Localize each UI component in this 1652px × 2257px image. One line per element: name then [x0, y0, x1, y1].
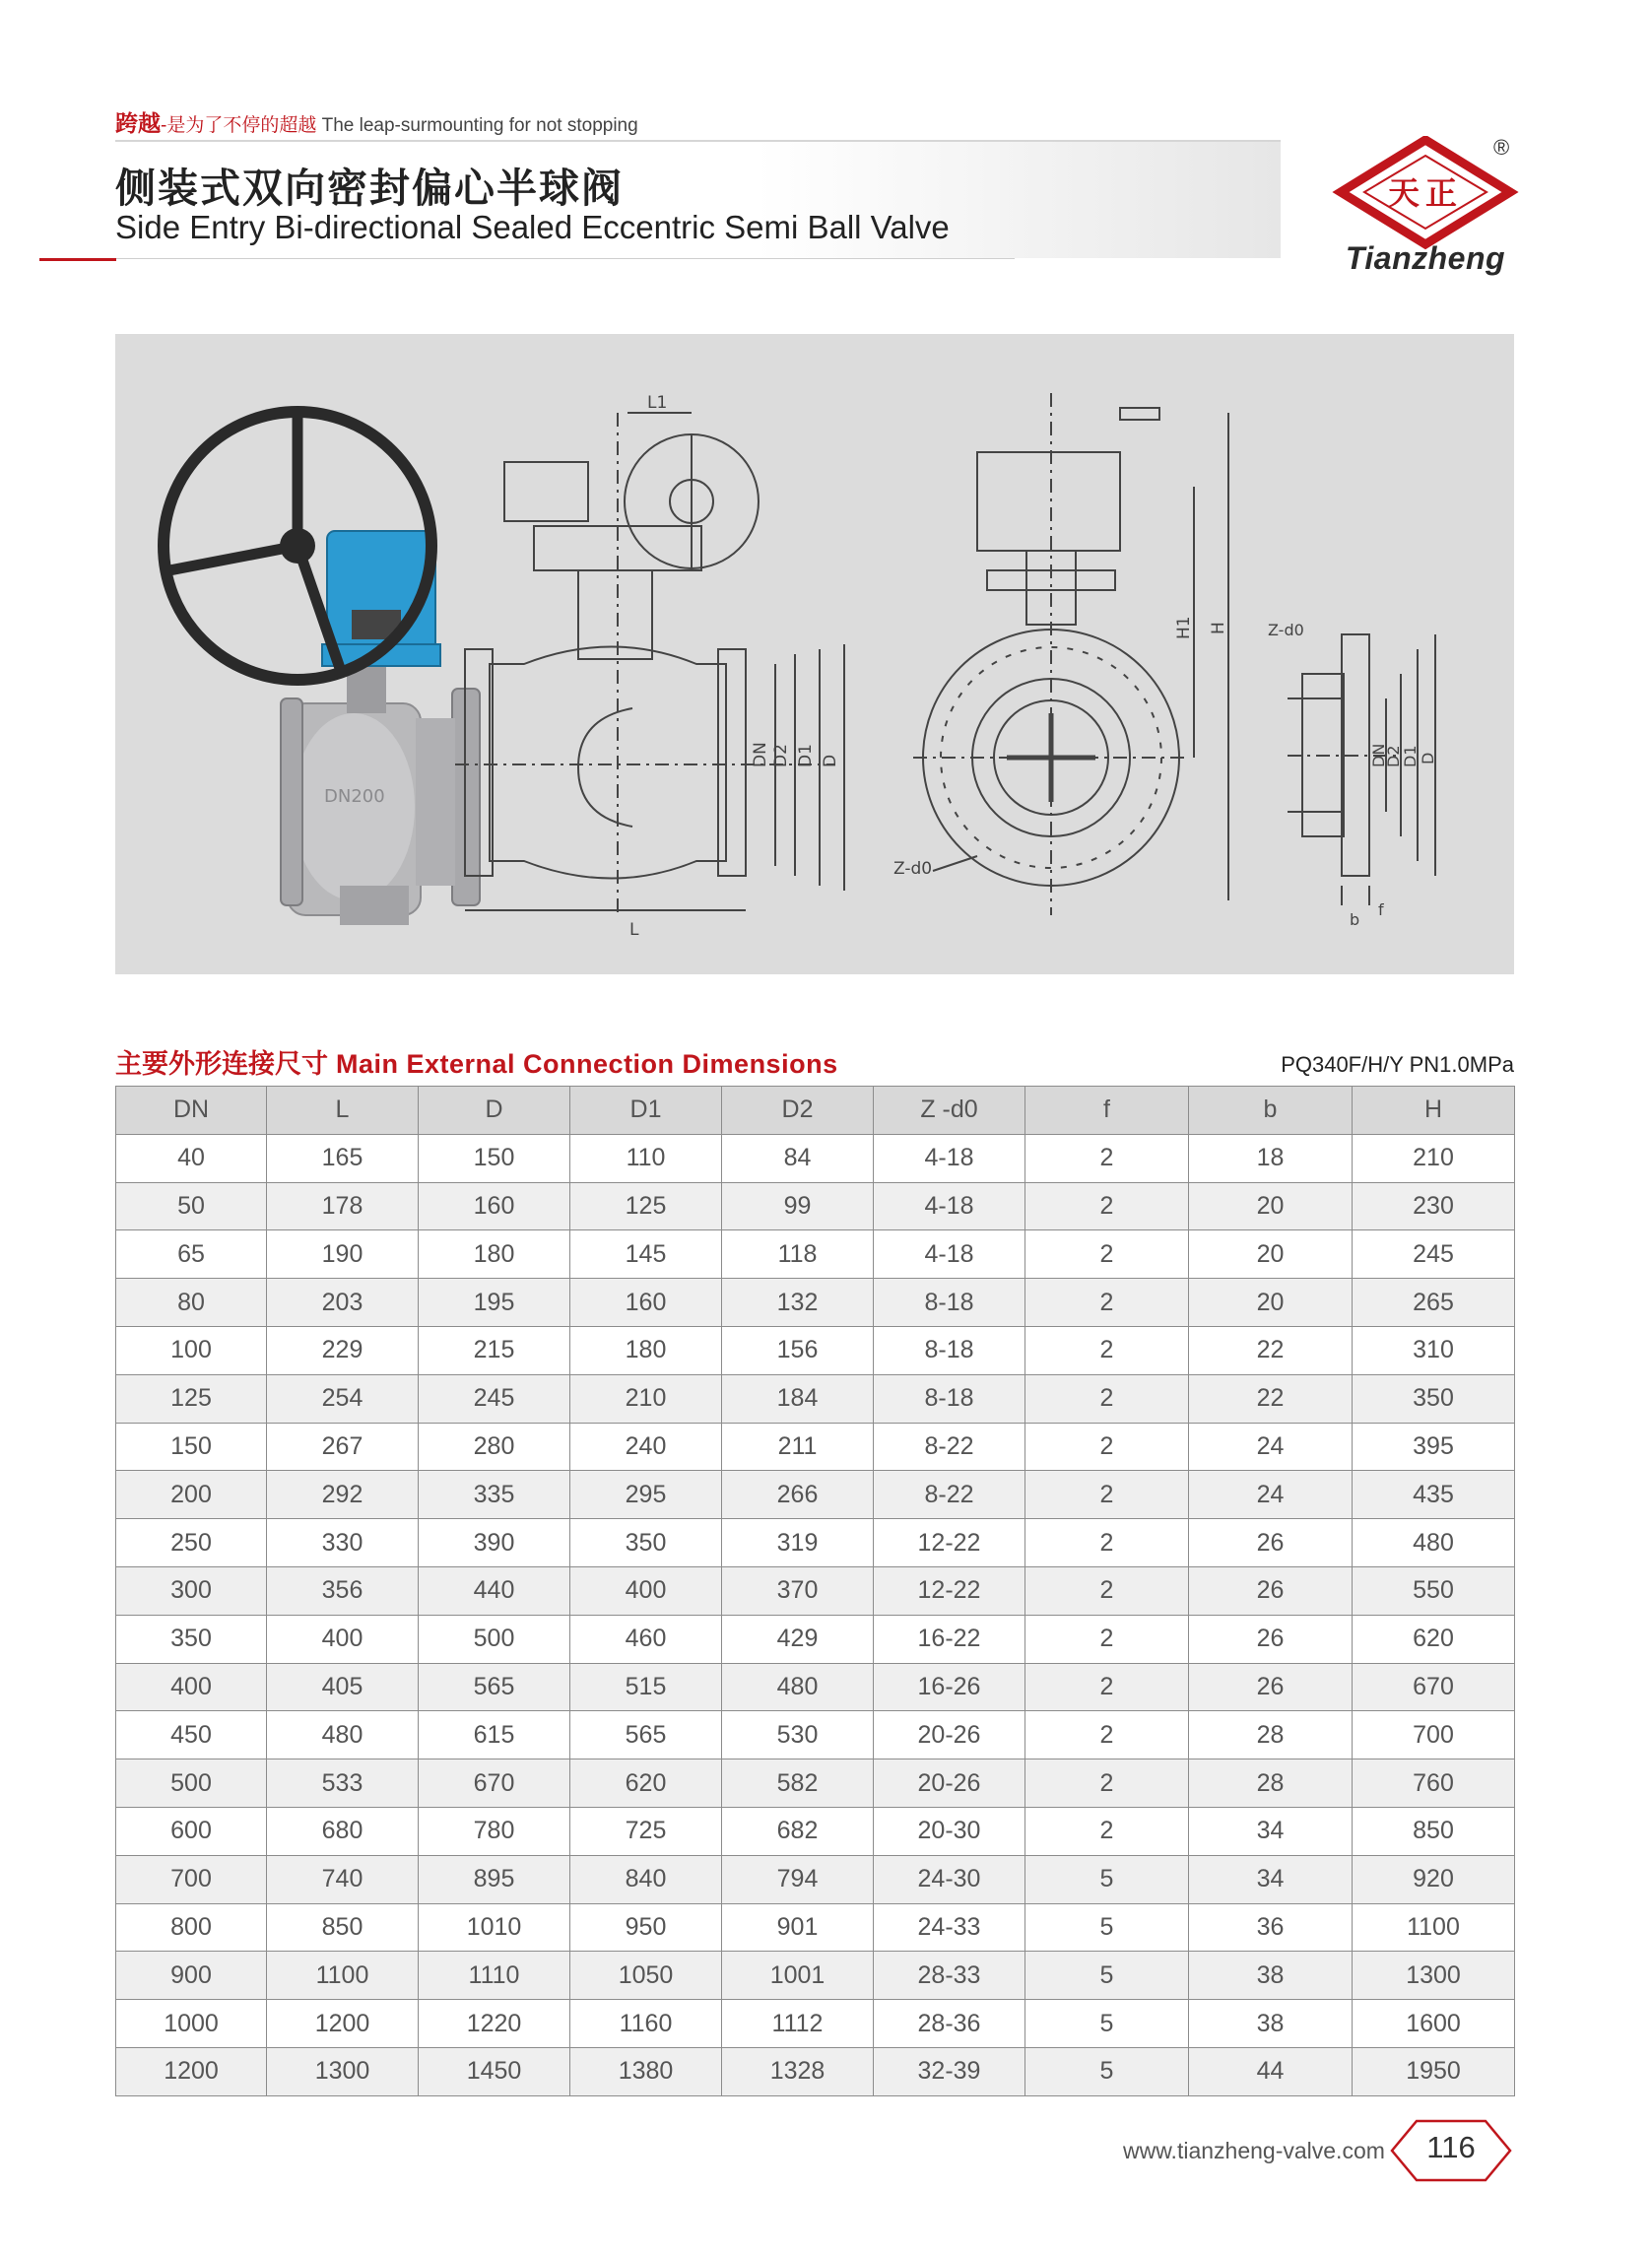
table-cell: 5 [1025, 1903, 1189, 1952]
table-row [116, 1807, 1515, 1855]
table-cell: 350 [1353, 1374, 1515, 1423]
table-cell: 395 [1353, 1423, 1515, 1471]
column-header: Z -d0 [874, 1087, 1025, 1135]
column-header: DN [116, 1087, 267, 1135]
table-cell: 203 [267, 1279, 419, 1327]
front-view-drawing [913, 393, 1228, 915]
table-cell: 356 [267, 1566, 419, 1615]
table-cell: 2 [1025, 1230, 1189, 1279]
table-cell: 34 [1189, 1855, 1353, 1903]
table-cell: 800 [116, 1903, 267, 1952]
table-cell: 515 [570, 1663, 722, 1711]
table-cell: 28 [1189, 1711, 1353, 1759]
logo-name: Tianzheng [1345, 240, 1506, 276]
website-url[interactable]: www.tianzheng-valve.com [1123, 2138, 1385, 2163]
table-cell: 245 [419, 1374, 570, 1423]
label-h: H [1209, 622, 1228, 634]
table-cell: 38 [1189, 1952, 1353, 2000]
table-cell: 5 [1025, 2047, 1189, 2095]
table-cell: 1200 [116, 2047, 267, 2095]
table-cell: 99 [722, 1182, 874, 1230]
table-cell: 300 [116, 1566, 267, 1615]
label-d-side: D [821, 754, 840, 767]
table-cell: 1950 [1353, 2047, 1515, 2095]
table-cell: 565 [419, 1663, 570, 1711]
table-cell: 5 [1025, 1855, 1189, 1903]
table-cell: 429 [722, 1615, 874, 1663]
table-row [116, 1471, 1515, 1519]
tagline [115, 105, 638, 138]
table-cell: 267 [267, 1423, 419, 1471]
table-cell: 26 [1189, 1519, 1353, 1567]
table-row [116, 1423, 1515, 1471]
table-cell: 700 [116, 1855, 267, 1903]
table-cell: 180 [419, 1230, 570, 1279]
product-figure [115, 334, 1514, 974]
table-cell: 16-26 [874, 1663, 1025, 1711]
column-header: b [1189, 1087, 1353, 1135]
table-cell: 350 [116, 1615, 267, 1663]
table-cell: 44 [1189, 2047, 1353, 2095]
table-cell: 670 [1353, 1663, 1515, 1711]
dimensions-table [115, 1086, 1515, 2096]
table-cell: 20 [1189, 1279, 1353, 1327]
table-cell: 150 [419, 1134, 570, 1182]
page-title-en: Side Entry Bi-directional Sealed Eccentric Semi Ball Valve [115, 209, 950, 245]
table-cell: 550 [1353, 1566, 1515, 1615]
table-cell: 533 [267, 1759, 419, 1808]
model-spec: PQ340F/H/Y PN1.0MPa [1281, 1052, 1514, 1077]
table-cell: 180 [570, 1326, 722, 1374]
label-dn-side: DN [751, 742, 770, 767]
table-cell: 2 [1025, 1423, 1189, 1471]
table-cell: 5 [1025, 1952, 1189, 2000]
table-cell: 582 [722, 1759, 874, 1808]
tagline-en: The leap-surmounting for not stopping [316, 115, 638, 136]
table-cell: 335 [419, 1471, 570, 1519]
table-cell: 184 [722, 1374, 874, 1423]
table-cell: 20-30 [874, 1807, 1025, 1855]
table-cell: 1050 [570, 1952, 722, 2000]
table-cell: 26 [1189, 1615, 1353, 1663]
table-cell: 16-22 [874, 1615, 1025, 1663]
valve-drawings [115, 334, 1514, 974]
table-cell: 1450 [419, 2047, 570, 2095]
table-cell: 28-33 [874, 1952, 1025, 2000]
table-cell: 4-18 [874, 1134, 1025, 1182]
label-d2-detail: D2 [1384, 745, 1403, 767]
page-title-cn: 侧装式双向密封偏心半球阀 [115, 166, 624, 211]
table-cell: 680 [267, 1807, 419, 1855]
flange-detail-drawing [1288, 634, 1435, 905]
photo-marking: DN200 [324, 786, 385, 807]
title-divider [39, 258, 1015, 259]
table-cell: 40 [116, 1134, 267, 1182]
title-accent-bar [39, 258, 116, 261]
table-cell: 12-22 [874, 1519, 1025, 1567]
table-cell: 1100 [1353, 1903, 1515, 1952]
table-cell: 1328 [722, 2047, 874, 2095]
table-cell: 840 [570, 1855, 722, 1903]
table-cell: 760 [1353, 1759, 1515, 1808]
table-cell: 118 [722, 1230, 874, 1279]
table-cell: 190 [267, 1230, 419, 1279]
table-cell: 12-22 [874, 1566, 1025, 1615]
table-cell: 24-33 [874, 1903, 1025, 1952]
label-zd0-front: Z-d0 [893, 859, 933, 879]
column-header: L [267, 1087, 419, 1135]
table-cell: 230 [1353, 1182, 1515, 1230]
table-cell: 440 [419, 1566, 570, 1615]
table-row [116, 1374, 1515, 1423]
table-cell: 350 [570, 1519, 722, 1567]
table-cell: 2 [1025, 1374, 1189, 1423]
table-cell: 210 [1353, 1134, 1515, 1182]
table-cell: 38 [1189, 2000, 1353, 2048]
table-cell: 20-26 [874, 1711, 1025, 1759]
table-cell: 370 [722, 1566, 874, 1615]
table-cell: 794 [722, 1855, 874, 1903]
table-cell: 330 [267, 1519, 419, 1567]
table-cell: 900 [116, 1952, 267, 2000]
table-cell: 132 [722, 1279, 874, 1327]
table-cell: 920 [1353, 1855, 1515, 1903]
table-cell: 780 [419, 1807, 570, 1855]
table-row [116, 1759, 1515, 1808]
column-header: f [1025, 1087, 1189, 1135]
table-cell: 8-18 [874, 1326, 1025, 1374]
table-cell: 901 [722, 1903, 874, 1952]
table-cell: 500 [116, 1759, 267, 1808]
table-cell: 2 [1025, 1519, 1189, 1567]
table-cell: 565 [570, 1711, 722, 1759]
table-cell: 1300 [267, 2047, 419, 2095]
table-cell: 265 [1353, 1279, 1515, 1327]
tagline-cn: -是为了不停的超越 [161, 115, 317, 136]
column-header: H [1353, 1087, 1515, 1135]
table-cell: 210 [570, 1374, 722, 1423]
table-cell: 1600 [1353, 2000, 1515, 2048]
label-d2-side: D2 [771, 744, 791, 767]
table-cell: 950 [570, 1903, 722, 1952]
table-cell: 530 [722, 1711, 874, 1759]
table-cell: 1001 [722, 1952, 874, 2000]
table-cell: 400 [116, 1663, 267, 1711]
label-b-detail: b [1350, 910, 1360, 929]
table-cell: 8-18 [874, 1374, 1025, 1423]
table-cell: 670 [419, 1759, 570, 1808]
page-number: 116 [1426, 2130, 1476, 2164]
table-cell: 1110 [419, 1952, 570, 2000]
table-row [116, 2000, 1515, 2048]
table-cell: 2 [1025, 1134, 1189, 1182]
table-cell: 405 [267, 1663, 419, 1711]
table-row [116, 1134, 1515, 1182]
table-cell: 22 [1189, 1374, 1353, 1423]
table-cell: 26 [1189, 1663, 1353, 1711]
table-cell: 65 [116, 1230, 267, 1279]
table-row [116, 2047, 1515, 2095]
table-cell: 2 [1025, 1182, 1189, 1230]
logo-mark-text: 天正 [1387, 174, 1464, 212]
table-cell: 20 [1189, 1230, 1353, 1279]
table-cell: 620 [570, 1759, 722, 1808]
table-cell: 2 [1025, 1566, 1189, 1615]
table-cell: 400 [570, 1566, 722, 1615]
table-row [116, 1182, 1515, 1230]
label-f-detail: f [1378, 900, 1384, 919]
table-cell: 2 [1025, 1711, 1189, 1759]
table-cell: 8-22 [874, 1471, 1025, 1519]
table-cell: 292 [267, 1471, 419, 1519]
table-cell: 740 [267, 1855, 419, 1903]
table-cell: 280 [419, 1423, 570, 1471]
column-header: D2 [722, 1087, 874, 1135]
table-cell: 725 [570, 1807, 722, 1855]
table-cell: 2 [1025, 1807, 1189, 1855]
section-title-en: Main External Connection Dimensions [328, 1049, 838, 1079]
table-cell: 254 [267, 1374, 419, 1423]
table-cell: 480 [1353, 1519, 1515, 1567]
table-cell: 145 [570, 1230, 722, 1279]
table-cell: 240 [570, 1423, 722, 1471]
table-cell: 850 [267, 1903, 419, 1952]
label-l: L [629, 920, 639, 940]
table-cell: 1112 [722, 2000, 874, 2048]
table-cell: 4-18 [874, 1182, 1025, 1230]
side-section-drawing [455, 413, 844, 915]
table-cell: 2 [1025, 1326, 1189, 1374]
table-cell: 24 [1189, 1471, 1353, 1519]
table-cell: 1220 [419, 2000, 570, 2048]
table-header-row [116, 1087, 1515, 1135]
table-cell: 28-36 [874, 2000, 1025, 2048]
column-header: D1 [570, 1087, 722, 1135]
table-cell: 215 [419, 1326, 570, 1374]
table-cell: 160 [570, 1279, 722, 1327]
table-cell: 200 [116, 1471, 267, 1519]
table-cell: 460 [570, 1615, 722, 1663]
table-cell: 26 [1189, 1566, 1353, 1615]
table-cell: 850 [1353, 1807, 1515, 1855]
table-cell: 435 [1353, 1471, 1515, 1519]
label-d-detail: D [1419, 752, 1437, 764]
table-cell: 480 [267, 1711, 419, 1759]
table-cell: 295 [570, 1471, 722, 1519]
table-cell: 8-18 [874, 1279, 1025, 1327]
label-zd0-detail: Z-d0 [1268, 621, 1304, 639]
table-cell: 266 [722, 1471, 874, 1519]
table-cell: 195 [419, 1279, 570, 1327]
table-cell: 620 [1353, 1615, 1515, 1663]
table-cell: 1200 [267, 2000, 419, 2048]
table-cell: 400 [267, 1615, 419, 1663]
table-cell: 1300 [1353, 1952, 1515, 2000]
registered-mark: ® [1493, 135, 1510, 160]
table-cell: 2 [1025, 1663, 1189, 1711]
table-cell: 500 [419, 1615, 570, 1663]
table-cell: 8-22 [874, 1423, 1025, 1471]
label-d1-side: D1 [796, 744, 816, 767]
table-cell: 18 [1189, 1134, 1353, 1182]
table-cell: 24 [1189, 1423, 1353, 1471]
table-cell: 178 [267, 1182, 419, 1230]
table-cell: 100 [116, 1326, 267, 1374]
table-cell: 2 [1025, 1471, 1189, 1519]
table-cell: 319 [722, 1519, 874, 1567]
column-header: D [419, 1087, 570, 1135]
table-cell: 245 [1353, 1230, 1515, 1279]
table-row [116, 1279, 1515, 1327]
table-cell: 156 [722, 1326, 874, 1374]
table-cell: 480 [722, 1663, 874, 1711]
table-cell: 150 [116, 1423, 267, 1471]
table-cell: 700 [1353, 1711, 1515, 1759]
table-cell: 80 [116, 1279, 267, 1327]
table-cell: 1000 [116, 2000, 267, 2048]
table-cell: 2 [1025, 1615, 1189, 1663]
table-body [116, 1134, 1515, 2095]
table-cell: 84 [722, 1134, 874, 1182]
table-row [116, 1711, 1515, 1759]
table-row [116, 1326, 1515, 1374]
table-row [116, 1903, 1515, 1952]
label-h1: H1 [1174, 616, 1194, 639]
table-cell: 310 [1353, 1326, 1515, 1374]
table-cell: 2 [1025, 1759, 1189, 1808]
table-cell: 2 [1025, 1279, 1189, 1327]
table-cell: 34 [1189, 1807, 1353, 1855]
table-cell: 1160 [570, 2000, 722, 2048]
label-l1: L1 [647, 393, 668, 413]
table-cell: 110 [570, 1134, 722, 1182]
table-cell: 20 [1189, 1182, 1353, 1230]
table-cell: 682 [722, 1807, 874, 1855]
table-cell: 125 [570, 1182, 722, 1230]
table-row [116, 1519, 1515, 1567]
table-cell: 615 [419, 1711, 570, 1759]
table-cell: 22 [1189, 1326, 1353, 1374]
table-cell: 4-18 [874, 1230, 1025, 1279]
table-cell: 390 [419, 1519, 570, 1567]
table-row [116, 1855, 1515, 1903]
tagline-brand: 跨越 [115, 110, 161, 136]
table-cell: 50 [116, 1182, 267, 1230]
label-d1-detail: D1 [1401, 745, 1420, 767]
dimensions-section-title [115, 1042, 838, 1081]
table-cell: 600 [116, 1807, 267, 1855]
table-cell: 160 [419, 1182, 570, 1230]
table-cell: 250 [116, 1519, 267, 1567]
label-dn-detail: DN [1369, 743, 1388, 767]
table-cell: 28 [1189, 1759, 1353, 1808]
table-cell: 229 [267, 1326, 419, 1374]
table-cell: 450 [116, 1711, 267, 1759]
table-row [116, 1952, 1515, 2000]
table-cell: 1380 [570, 2047, 722, 2095]
table-row [116, 1566, 1515, 1615]
table-row [116, 1615, 1515, 1663]
table-cell: 125 [116, 1374, 267, 1423]
table-cell: 5 [1025, 2000, 1189, 2048]
table-cell: 36 [1189, 1903, 1353, 1952]
table-cell: 20-26 [874, 1759, 1025, 1808]
valve-photo [164, 412, 480, 925]
table-cell: 32-39 [874, 2047, 1025, 2095]
section-title-cn: 主要外形连接尺寸 [115, 1049, 328, 1079]
table-row [116, 1663, 1515, 1711]
table-cell: 1010 [419, 1903, 570, 1952]
table-cell: 24-30 [874, 1855, 1025, 1903]
table-cell: 165 [267, 1134, 419, 1182]
table-cell: 895 [419, 1855, 570, 1903]
table-row [116, 1230, 1515, 1279]
table-cell: 211 [722, 1423, 874, 1471]
table-cell: 1100 [267, 1952, 419, 2000]
